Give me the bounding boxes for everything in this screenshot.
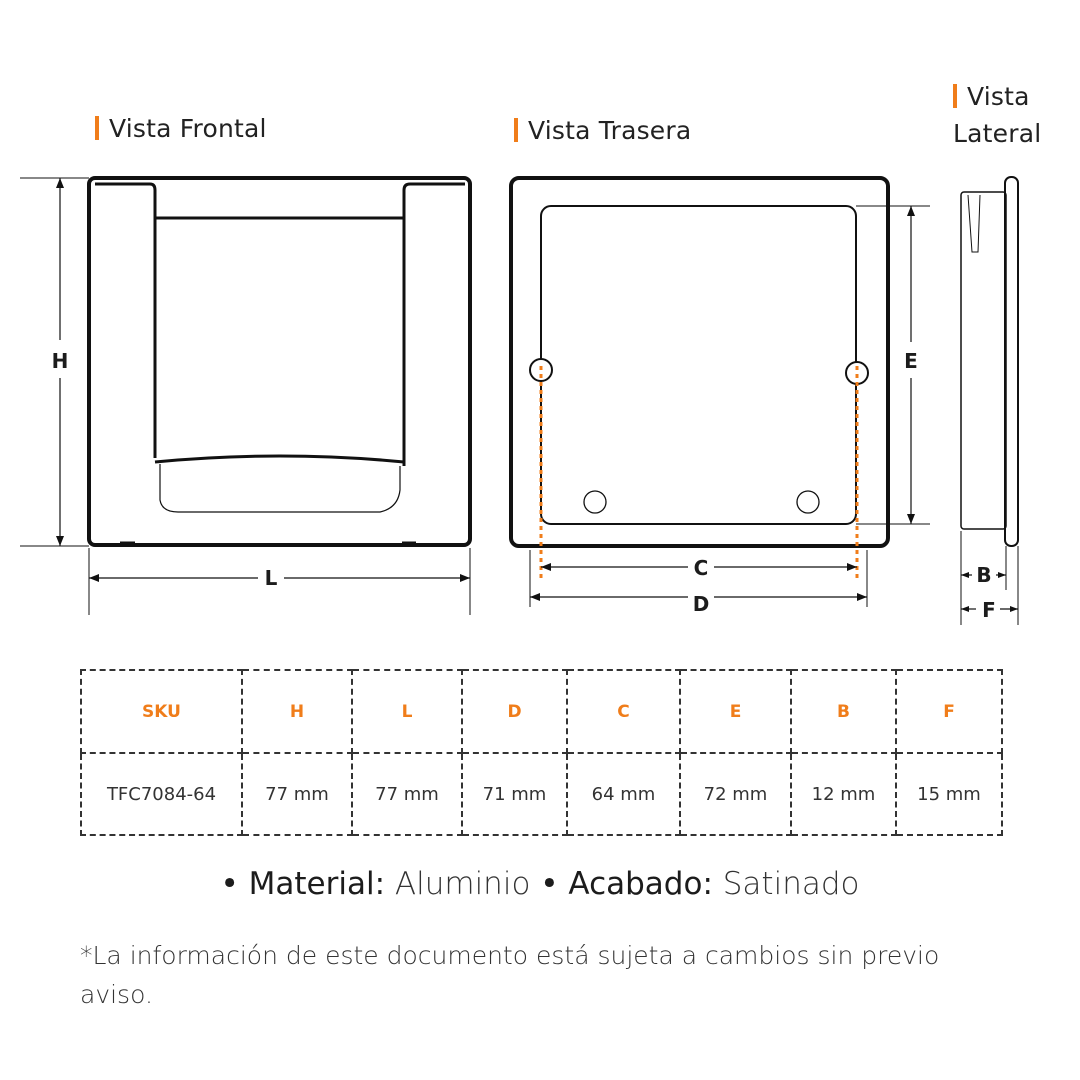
- bullet: •: [220, 866, 249, 902]
- cell-e: 72 mm: [680, 753, 791, 835]
- finish-label: Acabado:: [568, 866, 713, 902]
- finish-value: Satinado: [722, 866, 860, 902]
- header-sku: SKU: [81, 670, 242, 753]
- dimension-label-l: L: [264, 566, 278, 590]
- spec-table: [80, 669, 1003, 836]
- table-header-row: [81, 670, 1002, 753]
- header-h: H: [242, 670, 352, 753]
- dimension-label-e: E: [904, 349, 918, 373]
- table-row: [81, 753, 1002, 835]
- header-f: F: [896, 670, 1002, 753]
- material-finish-line: [0, 866, 1080, 902]
- side-view-label-line1: Vista: [967, 82, 1030, 111]
- disclaimer-text: *La información de este documento está sujeta a cambios sin previo aviso.: [80, 941, 940, 1009]
- dimension-label-h: H: [51, 349, 69, 373]
- cell-l: 77 mm: [352, 753, 462, 835]
- back-view-drawing: [511, 178, 930, 607]
- back-view-label: Vista Trasera: [528, 116, 692, 145]
- bullet: •: [540, 866, 569, 902]
- cell-h: 77 mm: [242, 753, 352, 835]
- header-l: L: [352, 670, 462, 753]
- header-e: E: [680, 670, 791, 753]
- cell-d: 71 mm: [462, 753, 567, 835]
- cell-c: 64 mm: [567, 753, 680, 835]
- dimension-label-f: F: [982, 598, 996, 622]
- dimension-label-d: D: [692, 592, 710, 616]
- dimension-label-b: B: [976, 563, 992, 587]
- cell-b: 12 mm: [791, 753, 896, 835]
- dimension-label-c: C: [693, 556, 709, 580]
- header-b: B: [791, 670, 896, 753]
- front-view-drawing: [20, 178, 470, 615]
- material-value: Aluminio: [394, 866, 531, 902]
- header-d: D: [462, 670, 567, 753]
- cell-sku: TFC7084-64: [81, 753, 242, 835]
- material-label: Material:: [248, 866, 386, 902]
- front-view-label: Vista Frontal: [109, 114, 267, 143]
- side-view-label-line2: Lateral: [953, 119, 1042, 148]
- side-view-drawing: [961, 177, 1018, 625]
- header-c: C: [567, 670, 680, 753]
- cell-f: 15 mm: [896, 753, 1002, 835]
